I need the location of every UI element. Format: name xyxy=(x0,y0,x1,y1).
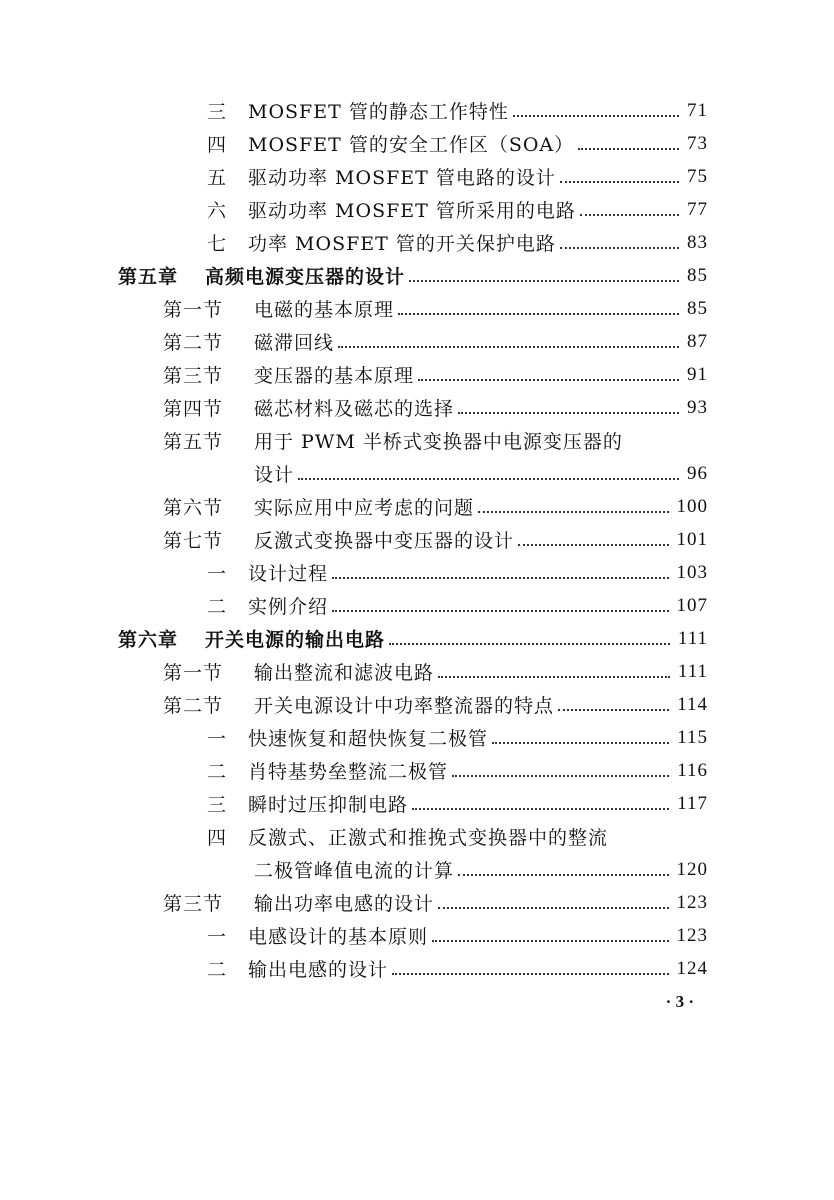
toc-entry xyxy=(0,160,834,193)
dot-leader xyxy=(518,542,668,546)
toc-entry-title: 设计过程 xyxy=(248,563,329,585)
toc-entry-title: 磁滞回线 xyxy=(254,332,335,354)
toc-entry-title: 磁芯材料及磁芯的选择 xyxy=(254,398,455,420)
toc-entry xyxy=(0,688,834,721)
dot-leader xyxy=(389,641,670,645)
toc-entry xyxy=(0,292,834,325)
dot-leader xyxy=(392,971,668,975)
toc-entry-number: 四 xyxy=(207,134,228,156)
toc-entry-title: 电磁的基本原理 xyxy=(254,299,395,321)
toc-entry-page: 91 xyxy=(687,363,708,385)
toc-entry-number: 第六节 xyxy=(163,497,224,519)
page-number: · 3 · xyxy=(665,992,694,1011)
toc-entry-page: 83 xyxy=(687,231,708,253)
toc-entry-title: 驱动功率 MOSFET 管电路的设计 xyxy=(248,167,556,189)
toc-entry xyxy=(0,820,834,853)
toc-entry-title: 实际应用中应考虑的问题 xyxy=(254,497,475,519)
toc-entry xyxy=(0,259,834,292)
dot-leader xyxy=(398,311,679,315)
toc-entry-number: 第七节 xyxy=(163,530,224,552)
toc-entry-title: 输出功率电感的设计 xyxy=(254,893,435,915)
toc-entry-number: 第五章 xyxy=(118,266,179,288)
toc-entry xyxy=(0,853,834,886)
toc-entry-page: 77 xyxy=(687,198,708,220)
toc-entry-page: 71 xyxy=(687,99,708,121)
toc-entry-title: 实例介绍 xyxy=(248,596,329,618)
toc-entry-page: 96 xyxy=(687,462,708,484)
toc-entry xyxy=(0,457,834,490)
dot-leader xyxy=(578,146,679,150)
toc-entry-number: 一 xyxy=(207,926,228,948)
toc-entry-title: 用于 PWM 半桥式变换器中电源变压器的 xyxy=(254,431,623,453)
toc-entry-number: 第三节 xyxy=(163,893,224,915)
toc-entry xyxy=(0,754,834,787)
dot-leader xyxy=(560,179,679,183)
toc-entry-page: 124 xyxy=(676,957,708,979)
toc-entry-page: 100 xyxy=(676,495,708,517)
toc-entry-page: 115 xyxy=(677,726,708,748)
toc-entry-title: 开关电源的输出电路 xyxy=(205,629,386,651)
toc-entry-title: 反激式变换器中变压器的设计 xyxy=(254,530,515,552)
toc-entry-number: 第五节 xyxy=(163,431,224,453)
dot-leader xyxy=(338,344,679,348)
dot-leader xyxy=(458,410,679,414)
toc-entry-number: 第一节 xyxy=(163,662,224,684)
toc-entry-number: 二 xyxy=(207,761,228,783)
toc-entry xyxy=(0,787,834,820)
toc-entry-page: 120 xyxy=(676,858,708,880)
toc-entry-page: 73 xyxy=(687,132,708,154)
toc-entry-number: 第二节 xyxy=(163,332,224,354)
dot-leader xyxy=(452,773,669,777)
toc-entry-page: 107 xyxy=(676,594,708,616)
toc-entry-page: 116 xyxy=(677,759,708,781)
dot-leader xyxy=(558,707,669,711)
dot-leader xyxy=(458,872,668,876)
toc-entry xyxy=(0,622,834,655)
dot-leader xyxy=(513,113,679,117)
toc-entry xyxy=(0,589,834,622)
toc-entry-page: 123 xyxy=(676,924,708,946)
dot-leader xyxy=(412,806,669,810)
toc-entry-number: 第三节 xyxy=(163,365,224,387)
dot-leader xyxy=(478,509,668,513)
toc-entry-page: 85 xyxy=(687,264,708,286)
toc-entry-number: 五 xyxy=(207,167,228,189)
toc-entry-number: 第一节 xyxy=(163,299,224,321)
toc-entry xyxy=(0,886,834,919)
dot-leader xyxy=(560,245,679,249)
toc-entry-page: 93 xyxy=(687,396,708,418)
toc-entry-title: 快速恢复和超快恢复二极管 xyxy=(248,728,489,750)
toc-entry-title: 肖特基势垒整流二极管 xyxy=(248,761,449,783)
toc-entry-number: 三 xyxy=(207,794,228,816)
toc-entry-number: 二 xyxy=(207,596,228,618)
toc-entry-title: MOSFET 管的安全工作区（SOA） xyxy=(248,134,575,156)
toc-entry xyxy=(0,919,834,952)
toc-entry-title: 设计 xyxy=(254,464,295,486)
dot-leader xyxy=(580,212,679,216)
dot-leader xyxy=(438,905,668,909)
toc-entry-title: 变压器的基本原理 xyxy=(254,365,415,387)
toc-entry xyxy=(0,490,834,523)
toc-entry-title: 瞬时过压抑制电路 xyxy=(248,794,409,816)
toc-entry-page: 123 xyxy=(676,891,708,913)
dot-leader xyxy=(332,608,668,612)
toc-entry-page: 114 xyxy=(677,693,708,715)
toc-entry xyxy=(0,556,834,589)
toc-entry-title: MOSFET 管的静态工作特性 xyxy=(248,101,509,123)
toc-entry xyxy=(0,325,834,358)
toc-entry xyxy=(0,655,834,688)
toc-entry-title: 开关电源设计中功率整流器的特点 xyxy=(254,695,555,717)
toc-entry-number: 第四节 xyxy=(163,398,224,420)
toc-entry xyxy=(0,424,834,457)
toc-entry xyxy=(0,94,834,127)
toc-entry-page: 101 xyxy=(676,528,708,550)
toc-entry xyxy=(0,358,834,391)
toc-entry xyxy=(0,952,834,985)
toc-entry xyxy=(0,226,834,259)
toc-entry-number: 第六章 xyxy=(118,629,179,651)
toc-entry-title: 二极管峰值电流的计算 xyxy=(254,860,455,882)
toc-entry-title: 高频电源变压器的设计 xyxy=(205,266,406,288)
toc-entry-number: 一 xyxy=(207,563,228,585)
toc-entry-number: 三 xyxy=(207,101,228,123)
toc-entry xyxy=(0,391,834,424)
dot-leader xyxy=(492,740,669,744)
dot-leader xyxy=(432,938,668,942)
toc-entry-title: 电感设计的基本原则 xyxy=(248,926,429,948)
toc-entry-number: 七 xyxy=(207,233,228,255)
toc-entry-page: 111 xyxy=(677,627,708,649)
toc-entry-number: 六 xyxy=(207,200,228,222)
toc-entry-number: 四 xyxy=(207,827,228,849)
toc-entry-title: 反激式、正激式和推挽式变换器中的整流 xyxy=(248,827,609,849)
toc-entry-number: 二 xyxy=(207,959,228,981)
toc-entry-page: 117 xyxy=(677,792,708,814)
toc-entry xyxy=(0,193,834,226)
toc-entry-page: 87 xyxy=(687,330,708,352)
toc-entry-number: 第二节 xyxy=(163,695,224,717)
table-of-contents xyxy=(0,94,834,985)
toc-entry xyxy=(0,721,834,754)
dot-leader xyxy=(298,476,679,480)
dot-leader xyxy=(409,278,679,282)
toc-entry xyxy=(0,127,834,160)
toc-entry-page: 103 xyxy=(676,561,708,583)
toc-entry-title: 输出电感的设计 xyxy=(248,959,389,981)
toc-entry xyxy=(0,523,834,556)
toc-entry-number: 一 xyxy=(207,728,228,750)
dot-leader xyxy=(418,377,679,381)
toc-entry-page: 75 xyxy=(687,165,708,187)
toc-entry-page: 85 xyxy=(687,297,708,319)
dot-leader xyxy=(332,575,668,579)
toc-entry-title: 功率 MOSFET 管的开关保护电路 xyxy=(248,233,556,255)
dot-leader xyxy=(438,674,670,678)
toc-entry-title: 输出整流和滤波电路 xyxy=(254,662,435,684)
toc-entry-page: 111 xyxy=(677,660,708,682)
toc-entry-title: 驱动功率 MOSFET 管所采用的电路 xyxy=(248,200,576,222)
